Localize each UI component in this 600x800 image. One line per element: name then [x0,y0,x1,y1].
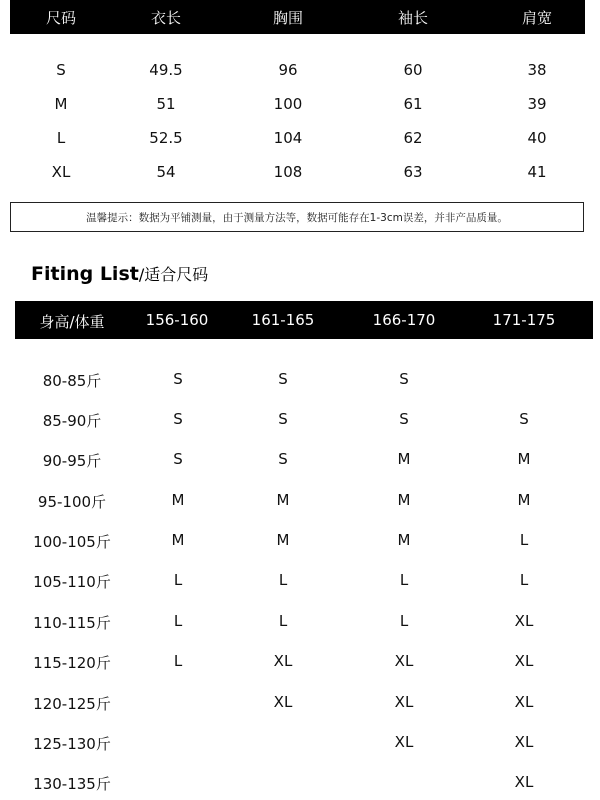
cell: 61 [403,95,423,113]
cell: XL [514,733,534,751]
cell: M [397,491,411,509]
measurement-note [10,202,584,232]
cell: 62 [403,129,423,147]
cell: 38 [527,61,547,79]
fitting-row [0,406,600,436]
cell: S [278,410,288,428]
cell: XL [273,652,293,670]
size-header-chest: 胸围 [272,9,304,27]
fitting-row [0,366,600,396]
size-row-l [0,125,600,155]
cell: L [173,571,183,589]
cell: M [171,531,185,549]
size-header-shoulder: 肩宽 [521,9,553,27]
cell: L [278,612,288,630]
cell: 63 [403,163,423,181]
cell: XL [514,693,534,711]
weight-range: 125-130斤 [33,735,111,753]
cell: M [517,491,531,509]
cell: S [519,410,529,428]
cell: 52.5 [149,129,183,147]
cell: 100 [273,95,303,113]
weight-range: 115-120斤 [33,654,111,672]
cell: S [399,370,409,388]
fitting-row [0,729,600,759]
cell: 104 [273,129,303,147]
size-row-xl [0,159,600,189]
fitting-list-title [31,262,208,285]
cell: XL [514,773,534,791]
cell: XL [514,612,534,630]
cell: M [397,450,411,468]
cell: M [171,491,185,509]
cell: L [399,612,409,630]
cell: M [276,491,290,509]
weight-range: 105-110斤 [33,573,111,591]
size-row-s [0,57,600,87]
weight-range: 80-85斤 [42,372,102,390]
cell: S [278,370,288,388]
cell: M [276,531,290,549]
cell: L [173,612,183,630]
fitting-row [0,648,600,678]
fitting-row [0,446,600,476]
fitting-row [0,527,600,557]
cell: 54 [156,163,176,181]
cell: L [399,571,409,589]
cell: 51 [156,95,176,113]
cell: S [173,410,183,428]
cell: 41 [527,163,547,181]
weight-range: 95-100斤 [37,493,107,511]
fitting-row [0,608,600,638]
weight-range: 120-125斤 [33,695,111,713]
weight-range: 130-135斤 [33,775,111,793]
fitting-header-171-175: 171-175 [492,311,556,329]
size-header-sleeve: 袖长 [397,9,429,27]
cell: L [278,571,288,589]
fitting-header-166-170: 166-170 [372,311,436,329]
cell: S [399,410,409,428]
fitting-row [0,487,600,517]
weight-range: 110-115斤 [33,614,111,632]
fitting-header-161-165: 161-165 [251,311,315,329]
fitting-table-header [15,301,593,339]
cell: L [519,571,529,589]
cell: S [56,61,66,79]
fitting-list-title-en: Fiting List [31,263,139,285]
weight-range: 90-95斤 [42,452,102,470]
size-row-m [0,91,600,121]
cell: S [278,450,288,468]
fitting-row [0,769,600,799]
cell: XL [394,652,414,670]
cell: M [54,95,68,113]
cell: 108 [273,163,303,181]
cell: 60 [403,61,423,79]
size-header-length: 衣长 [150,9,182,27]
cell: XL [394,693,414,711]
cell: 40 [527,129,547,147]
fitting-row [0,689,600,719]
weight-range: 85-90斤 [42,412,102,430]
weight-range: 100-105斤 [33,533,111,551]
cell: XL [51,163,71,181]
cell: XL [514,652,534,670]
fitting-header-156-160: 156-160 [145,311,209,329]
cell: L [173,652,183,670]
cell: M [517,450,531,468]
cell: 39 [527,95,547,113]
cell: 96 [278,61,298,79]
fitting-list-title-zh: /适合尺码 [138,265,209,284]
size-header-size: 尺码 [45,9,77,27]
cell: XL [394,733,414,751]
cell: L [519,531,529,549]
fitting-row [0,567,600,597]
size-table-header [10,0,585,34]
fitting-header-height-weight: 身高/体重 [39,313,105,331]
cell: L [56,129,66,147]
cell: S [173,370,183,388]
cell: M [397,531,411,549]
cell: 49.5 [149,61,183,79]
measurement-note-text: 温馨提示：数据为平铺测量，由于测量方法等，数据可能存在1-3cm误差，并非产品质量。 [86,212,508,224]
cell: S [173,450,183,468]
cell: XL [273,693,293,711]
